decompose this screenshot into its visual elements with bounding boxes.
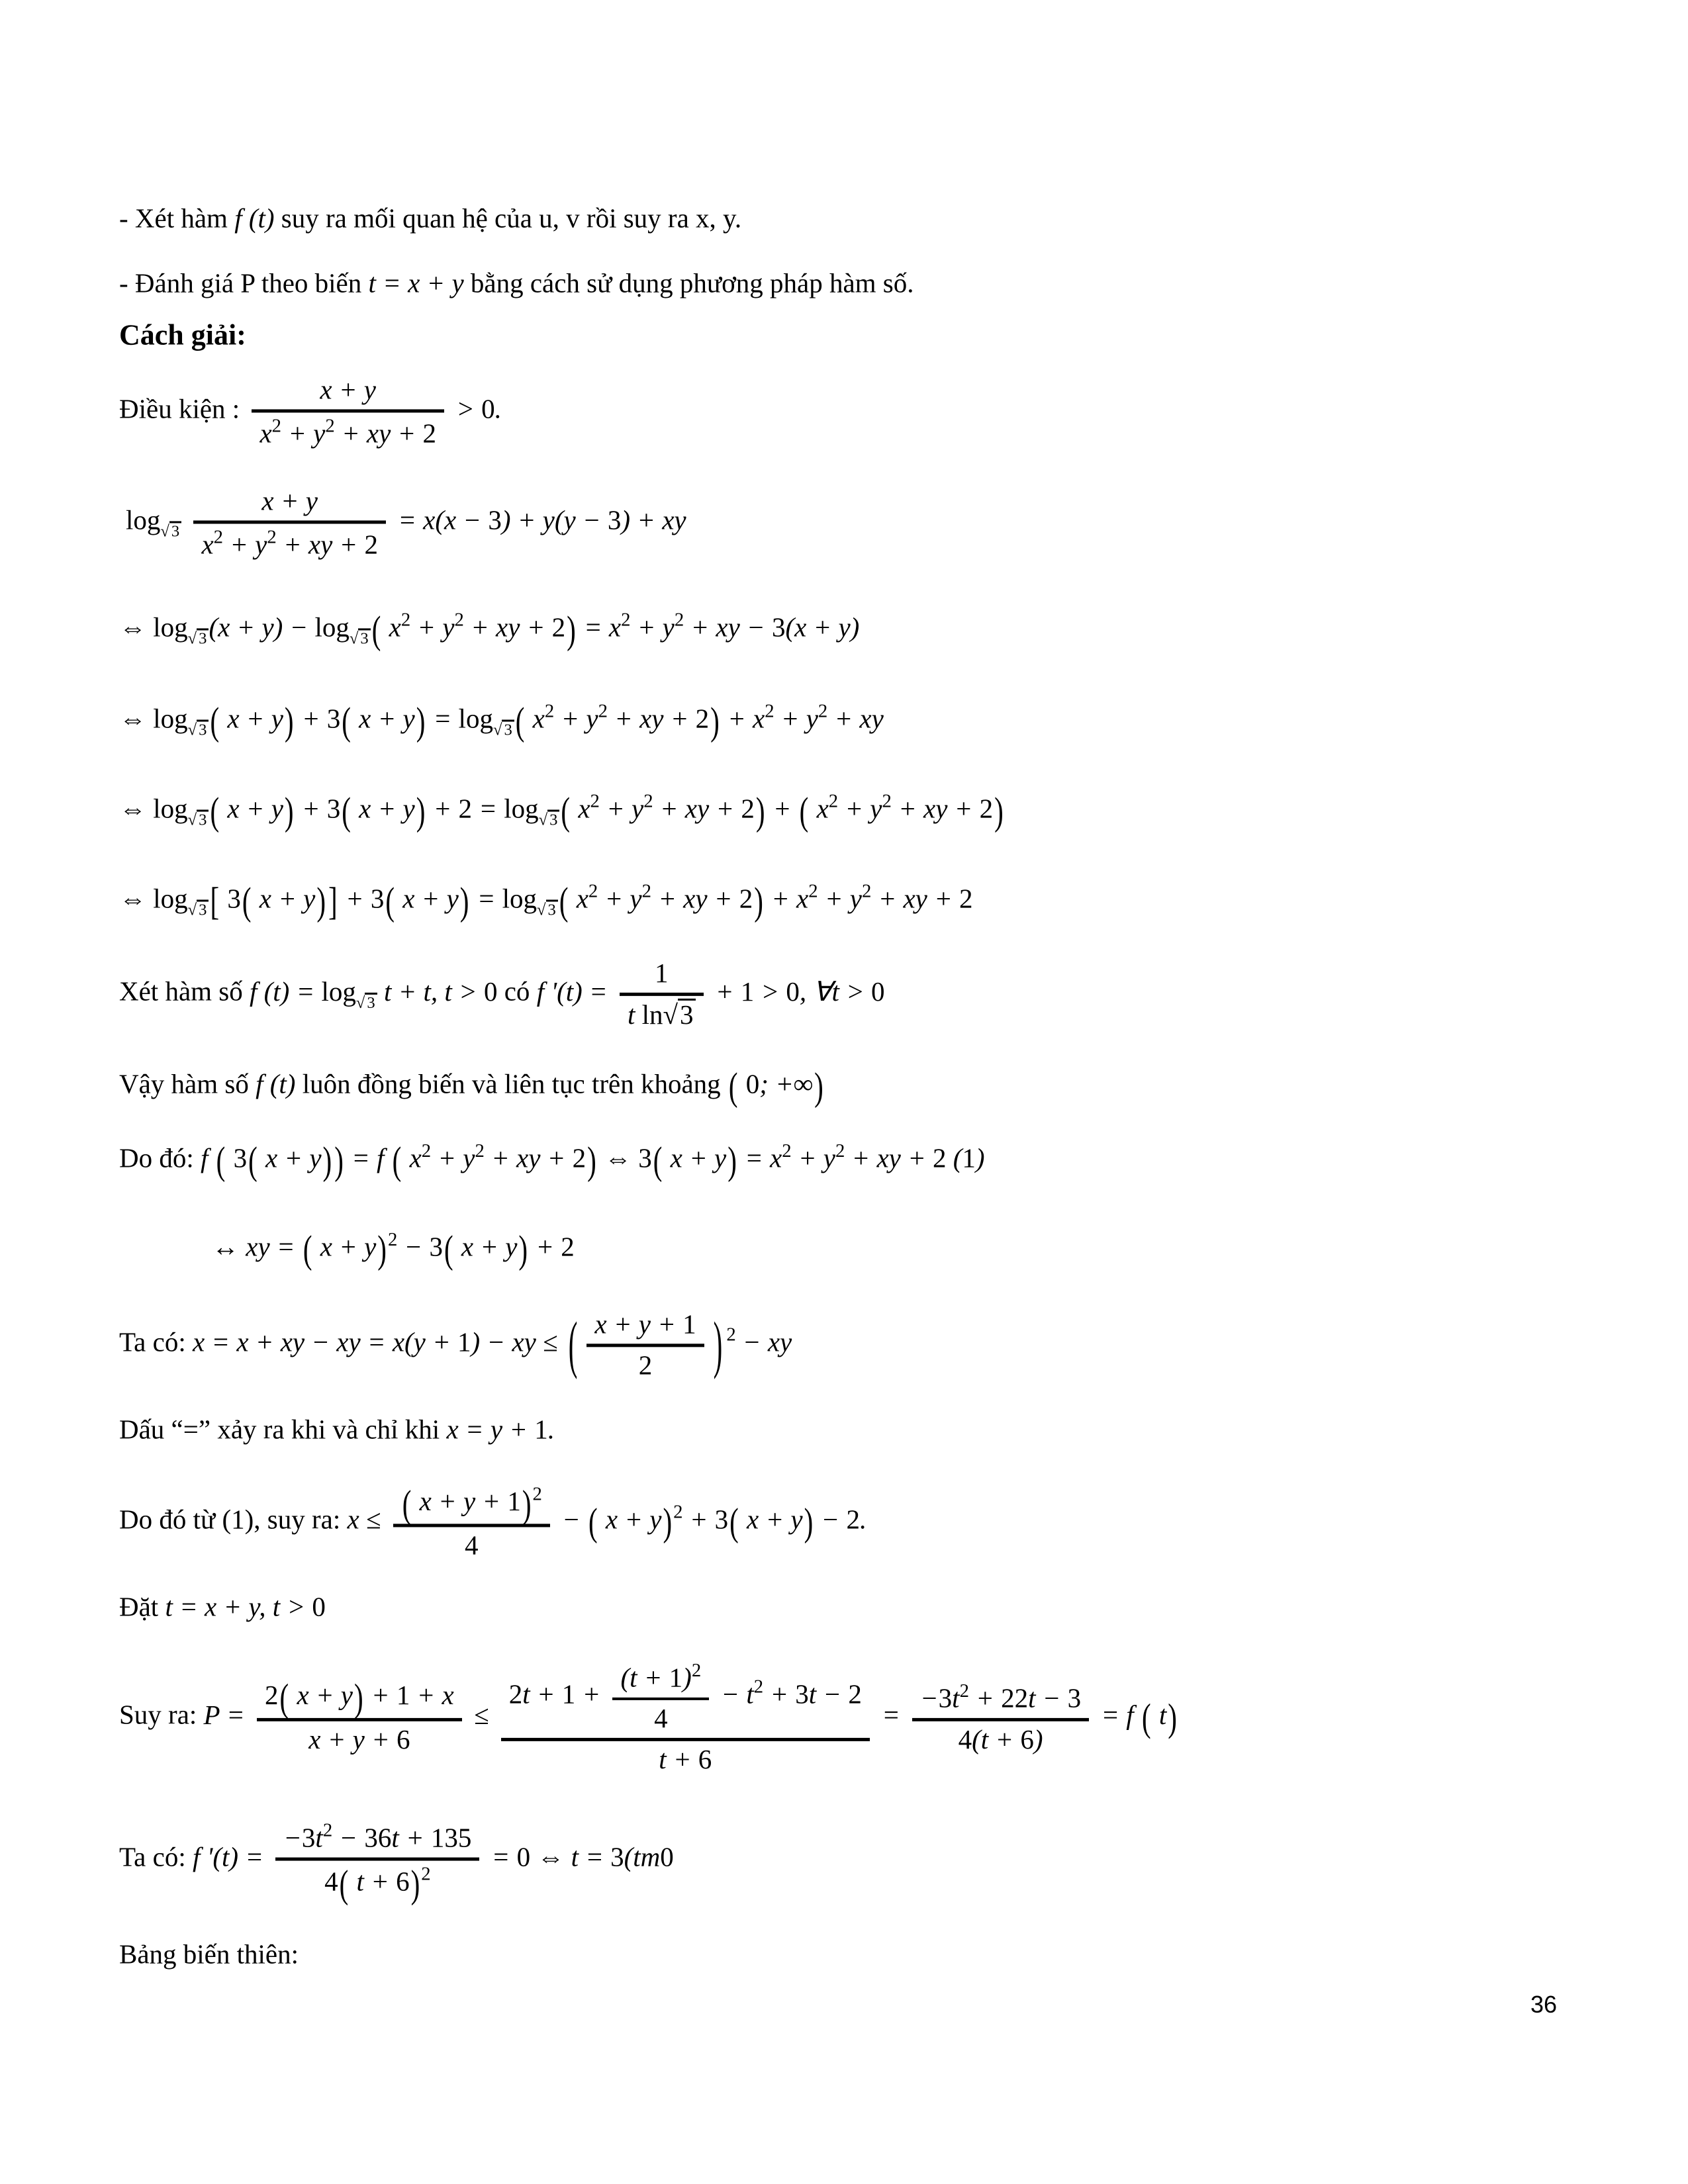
method-step-eval-p: - Đánh giá P theo biến t = x + y bằng cách sử dụng phương pháp hàm số. [119,267,914,298]
page-number: 36 [1530,1991,1558,2018]
equation-step-4: ⇔ $\log_{√ 3}$ [ 3( x + y)] + 3( $x + y) = \log_{√ 3}$ ( $x^2 + y^2$ + xy + $2) + x^2 + y^2$ + xy + 2 [119,878,973,923]
equation-step-1: ⇔ $\log_{√ 3}(x + y) - \log_{√ 3}$ ( $x^2 + y^2$ + xy + $2) = x^2 + y^2$ + xy − 3(x + y) [119,607,860,652]
monotonic-conclusion-line: Vậy hàm số f (t) luôn đồng biến và liên tục trên khoảng ( 0; +∞) [119,1064,823,1109]
condition-line: Điều kiện : $\frac{x + y}{x^2 + y^2 + xy + 2}$ > 0. [119,374,502,449]
solution-heading: Cách giải: [119,318,246,351]
method-step-uv: - Xét hàm f (t) suy ra mối quan hệ của u, v rồi suy ra x, y. [119,203,742,234]
xy-identity-line: ↔ xy = ( x + y)$^2$ − 3( x + y) + 2 [212,1226,575,1271]
derivative-line: Ta có: f '(t) = $\frac{-3t^2 - 36t + 135}{4( t + 6)^2}$ = 0 ⇔ t = 3(tm0 [119,1819,674,1906]
suy-ra-p-line: Suy ra: P = $\frac{2( x + y) + 1 + x}{x + y + 6}$ ≤ 2t + 1 + $\frac{(t + 1)^2}{4}$ − $t^2 + 3t - 2$ t + 6 = $\frac{-3t^2 + 22t - 3}{4(t + 6)}$ = f ( t) [119,1659,1177,1774]
ta-co-inequality-line: Ta có: x = x + xy − xy = x(y + 1) − xy ≤ ( $\frac{x + y + 1}{2}$ ) $^2$ − xy [119,1308,792,1381]
consider-function-line: Xét hàm số f $(t) = \log_{√ 3} t + t$, t > 0 có f '(t) = $\frac{1}{\text{t ln√3}}$ + 1 > 0, ∀t > 0 [119,957,885,1030]
equality-condition-line: Dấu “=” xảy ra khi và chỉ khi x = y + 1. [119,1414,555,1445]
substitution-line: Đặt t = x + y, t > 0 [119,1591,326,1622]
from-1-line: Do đó từ (1), suy ra: x ≤ $\frac{( x + y + 1)^2}{4}$ − ( x + y)$^2$ + 3( x + y) − 2. [119,1481,867,1561]
equation-step-2: ⇔ $\log_{√ 3}$ ( x + y) + 3( $x + y) = \log_{√ 3}$ ( $x^2 + y^2$ + xy + $2) + x^2 + y^2$ + xy [119,698,884,743]
equation-step-3: ⇔ $\log_{√ 3}$ ( x + y) + 3( $x + y) + 2 = \log_{√ 3}$ ( $x^2 + y^2$ + xy + 2) + ( $x^2 + y^2$ + xy + 2) [119,788,1004,833]
equation-log-start: $\log_{√ 3}$ $\frac{x + y}{x^2 + y^2 + xy + 2}$ = x(x − 3) + y(y − 3) + xy [126,485,686,560]
therefore-line: Do đó: f ( 3( x + y)) = f ( $x^2 + y^2$ + xy + 2) ⇔ 3( $x + y) = x^2 + y^2$ + xy + 2 (1) [119,1138,985,1183]
variation-table-label: Bảng biến thiên: [119,1938,299,1970]
